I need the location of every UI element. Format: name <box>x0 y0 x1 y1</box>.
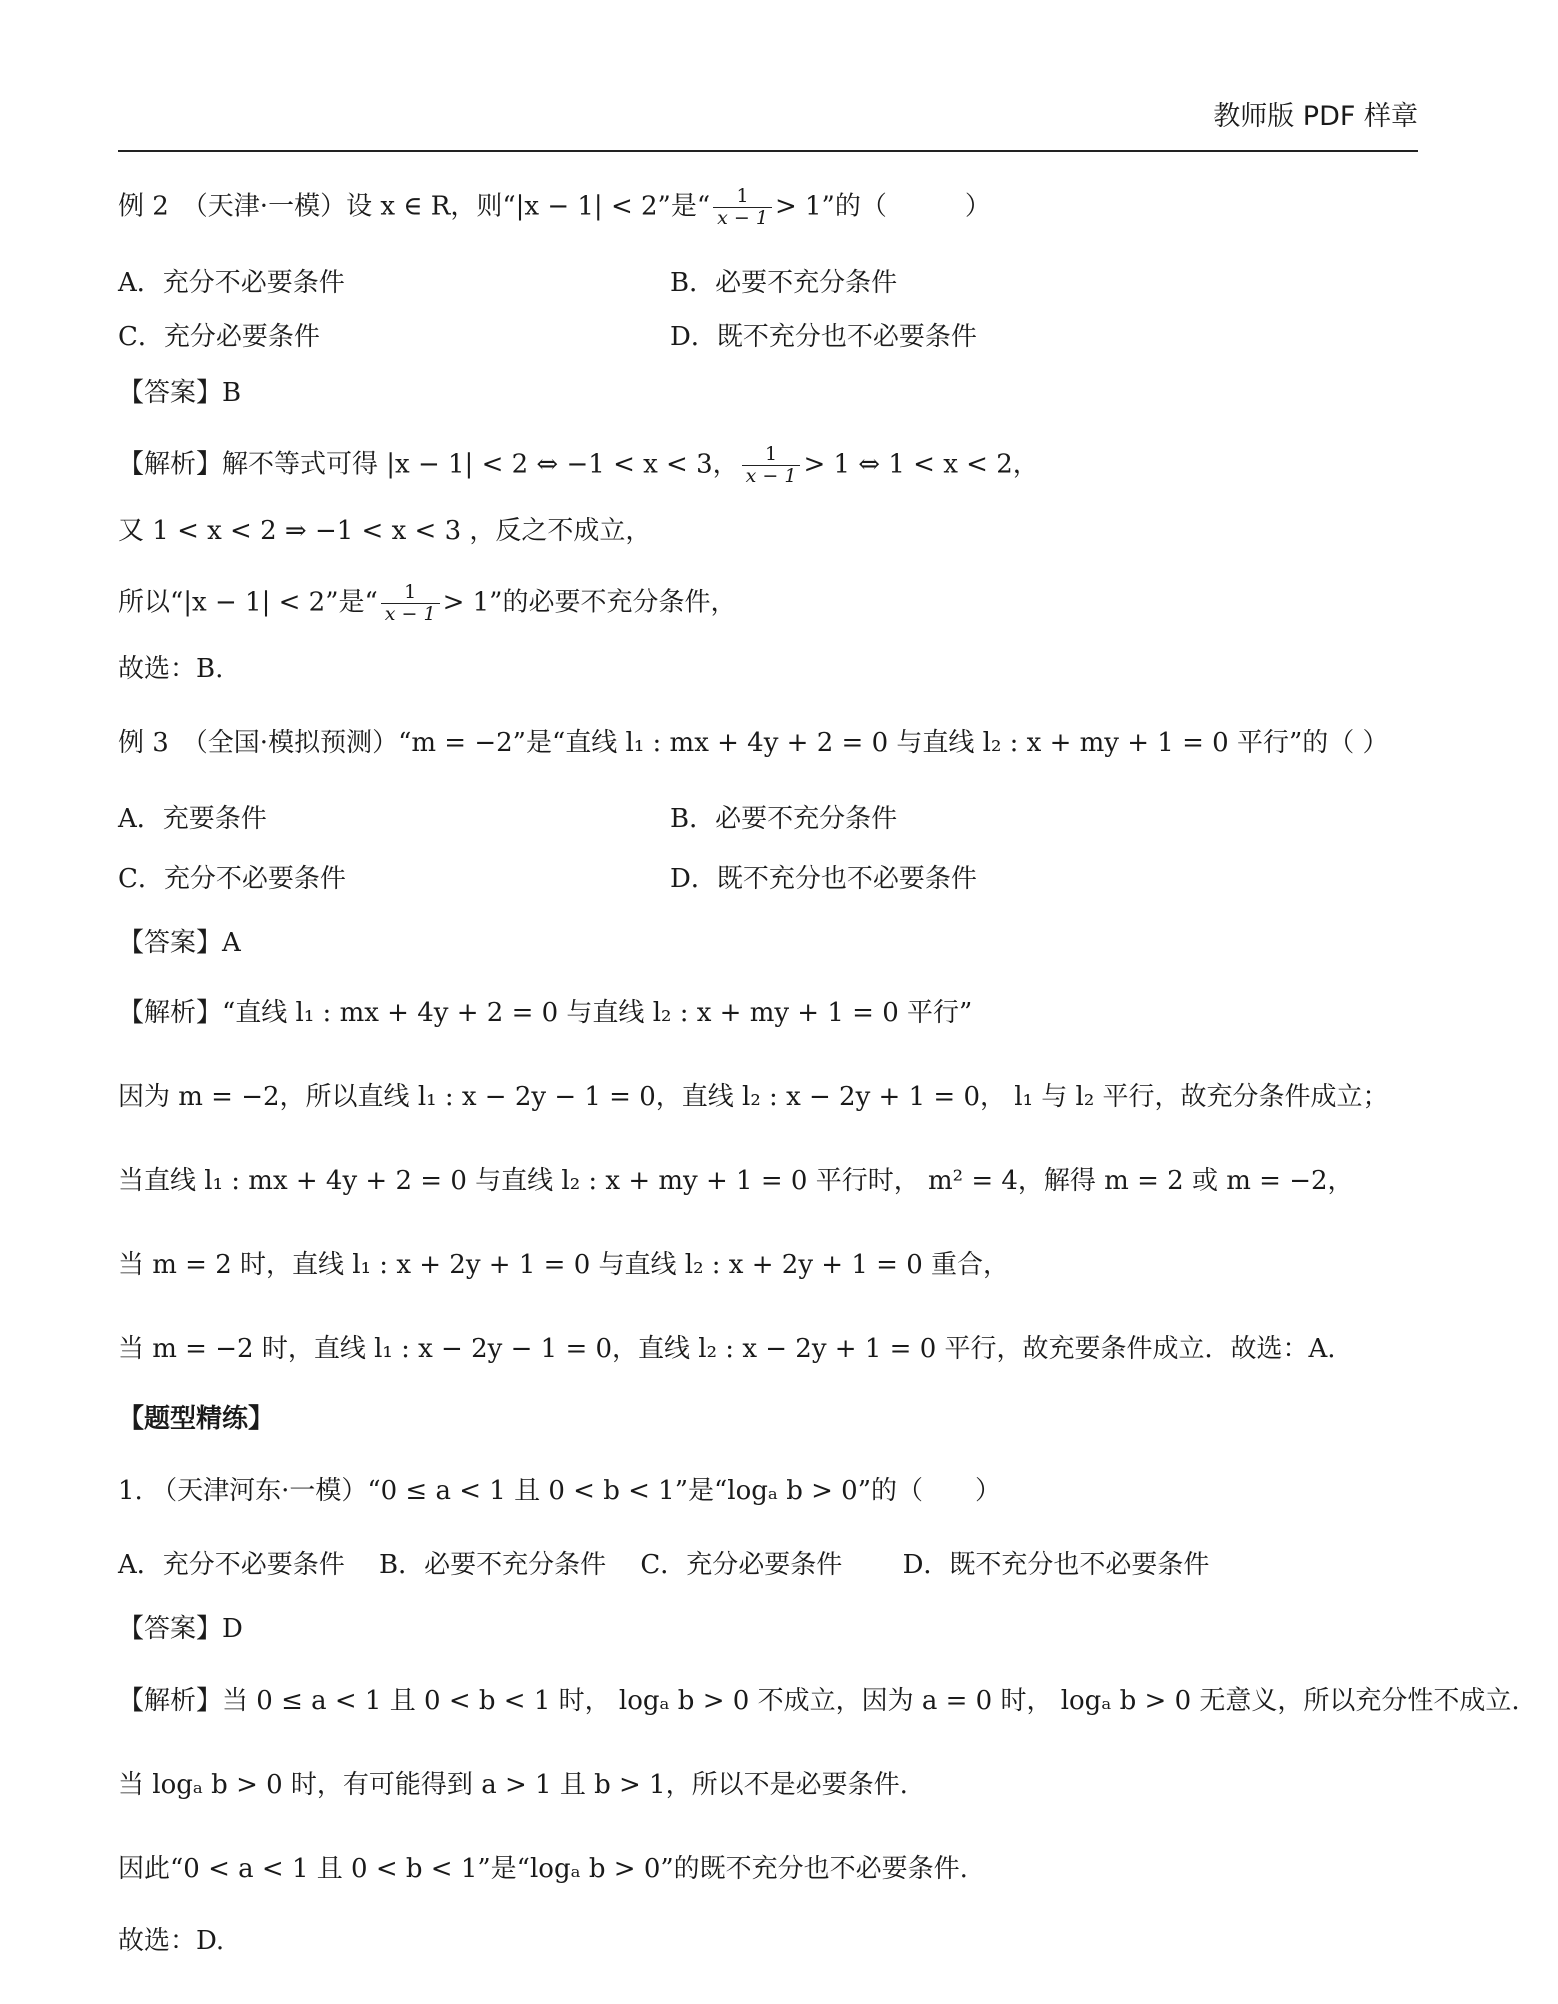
example2-analysis-line3 <box>118 582 736 625</box>
example2-question-fraction <box>713 186 772 229</box>
analysis-fraction <box>381 582 440 625</box>
example2-question-text-b: > 1”的（ ） <box>774 191 991 222</box>
example3-option-c: C．充分不必要条件 <box>118 864 346 894</box>
analysis-text-b: > 1”的必要不充分条件， <box>442 587 737 618</box>
practice-answer: 【答案】D <box>118 1614 243 1644</box>
fraction-numerator: 1 <box>713 186 772 208</box>
example2-analysis-line2: 又 1 < x < 2 ⇒ −1 < x < 3 ，反之不成立， <box>118 516 652 546</box>
example3-option-a: A．充要条件 <box>118 804 267 834</box>
example3-analysis-line1: 【解析】“直线 l₁ : mx + 4y + 2 = 0 与直线 l₂ : x + my + 1 = 0 平行” <box>118 998 973 1028</box>
practice-analysis-line4: 故选：D. <box>118 1926 225 1956</box>
example3-option-d: D．既不充分也不必要条件 <box>670 864 977 894</box>
practice-options: A．充分不必要条件 B．必要不充分条件 C．充分必要条件 D．既不充分也不必要条件 <box>118 1550 1210 1580</box>
example3-analysis-line5: 当 m = −2 时，直线 l₁ : x − 2y − 1 = 0，直线 l₂ : x − 2y + 1 = 0 平行，故充要条件成立．故选：A. <box>118 1334 1336 1364</box>
example3-answer: 【答案】A <box>118 928 241 958</box>
practice-heading: 【题型精练】 <box>118 1404 275 1434</box>
fraction-numerator: 1 <box>381 582 440 604</box>
practice-analysis-line3: 因此“0 < a < 1 且 0 < b < 1”是“logₐ b > 0”的既不充分也不必要条件. <box>118 1854 968 1884</box>
example3-analysis-line2: 因为 m = −2，所以直线 l₁ : x − 2y − 1 = 0，直线 l₂ : x − 2y + 1 = 0， l₁ 与 l₂ 平行，故充分条件成立； <box>118 1082 1389 1112</box>
practice-question-1: 1. （天津河东·一模）“0 ≤ a < 1 且 0 < b < 1”是“logₐ b > 0”的（ ） <box>118 1476 1002 1506</box>
analysis-text-a: 【解析】解不等式可得 |x − 1| < 2 ⇔ −1 < x < 3， <box>118 449 739 480</box>
example2-answer: 【答案】B <box>118 378 242 408</box>
fraction-denominator: x − 1 <box>717 207 768 229</box>
example2-option-a: A．充分不必要条件 <box>118 268 345 298</box>
example3-option-b: B．必要不充分条件 <box>670 804 898 834</box>
example2-analysis-line4: 故选：B. <box>118 654 224 684</box>
fraction-denominator: x − 1 <box>745 465 797 487</box>
example2-option-b: B．必要不充分条件 <box>670 268 898 298</box>
practice-analysis-line2: 当 logₐ b > 0 时，有可能得到 a > 1 且 b > 1，所以不是必要条件. <box>118 1770 908 1800</box>
practice-analysis-line1: 【解析】当 0 ≤ a < 1 且 0 < b < 1 时， logₐ b > 0 不成立，因为 a = 0 时， logₐ b > 0 无意义，所以充分性不成立. <box>118 1686 1520 1716</box>
header-stamp: 教师版 PDF 样章 <box>1213 101 1418 132</box>
example3-analysis-line4: 当 m = 2 时，直线 l₁ : x + 2y + 1 = 0 与直线 l₂ : x + 2y + 1 = 0 重合， <box>118 1250 1009 1280</box>
example3-analysis-line3: 当直线 l₁ : mx + 4y + 2 = 0 与直线 l₂ : x + my + 1 = 0 平行时， m² = 4，解得 m = 2 或 m = −2， <box>118 1166 1354 1196</box>
analysis-text-b: > 1 ⇔ 1 < x < 2， <box>803 449 1039 480</box>
example3-question: 例 3 （全国·模拟预测）“m = −2”是“直线 l₁ : mx + 4y + 2 = 0 与直线 l₂ : x + my + 1 = 0 平行”的（ ） <box>118 728 1389 758</box>
analysis-fraction <box>742 444 801 487</box>
fraction-denominator: x − 1 <box>384 603 436 625</box>
fraction-numerator: 1 <box>742 444 801 466</box>
analysis-text-a: 所以“|x − 1| < 2”是“ <box>118 587 378 618</box>
example2-question-text-a: 例 2 （天津·一模）设 x ∈ R，则“|x − 1| < 2”是“ <box>118 191 711 222</box>
example2-option-d: D．既不充分也不必要条件 <box>670 322 977 352</box>
example2-option-c: C．充分必要条件 <box>118 322 320 352</box>
example2-question <box>118 186 991 229</box>
example2-analysis-line1 <box>118 444 1039 487</box>
header-divider <box>118 150 1418 152</box>
